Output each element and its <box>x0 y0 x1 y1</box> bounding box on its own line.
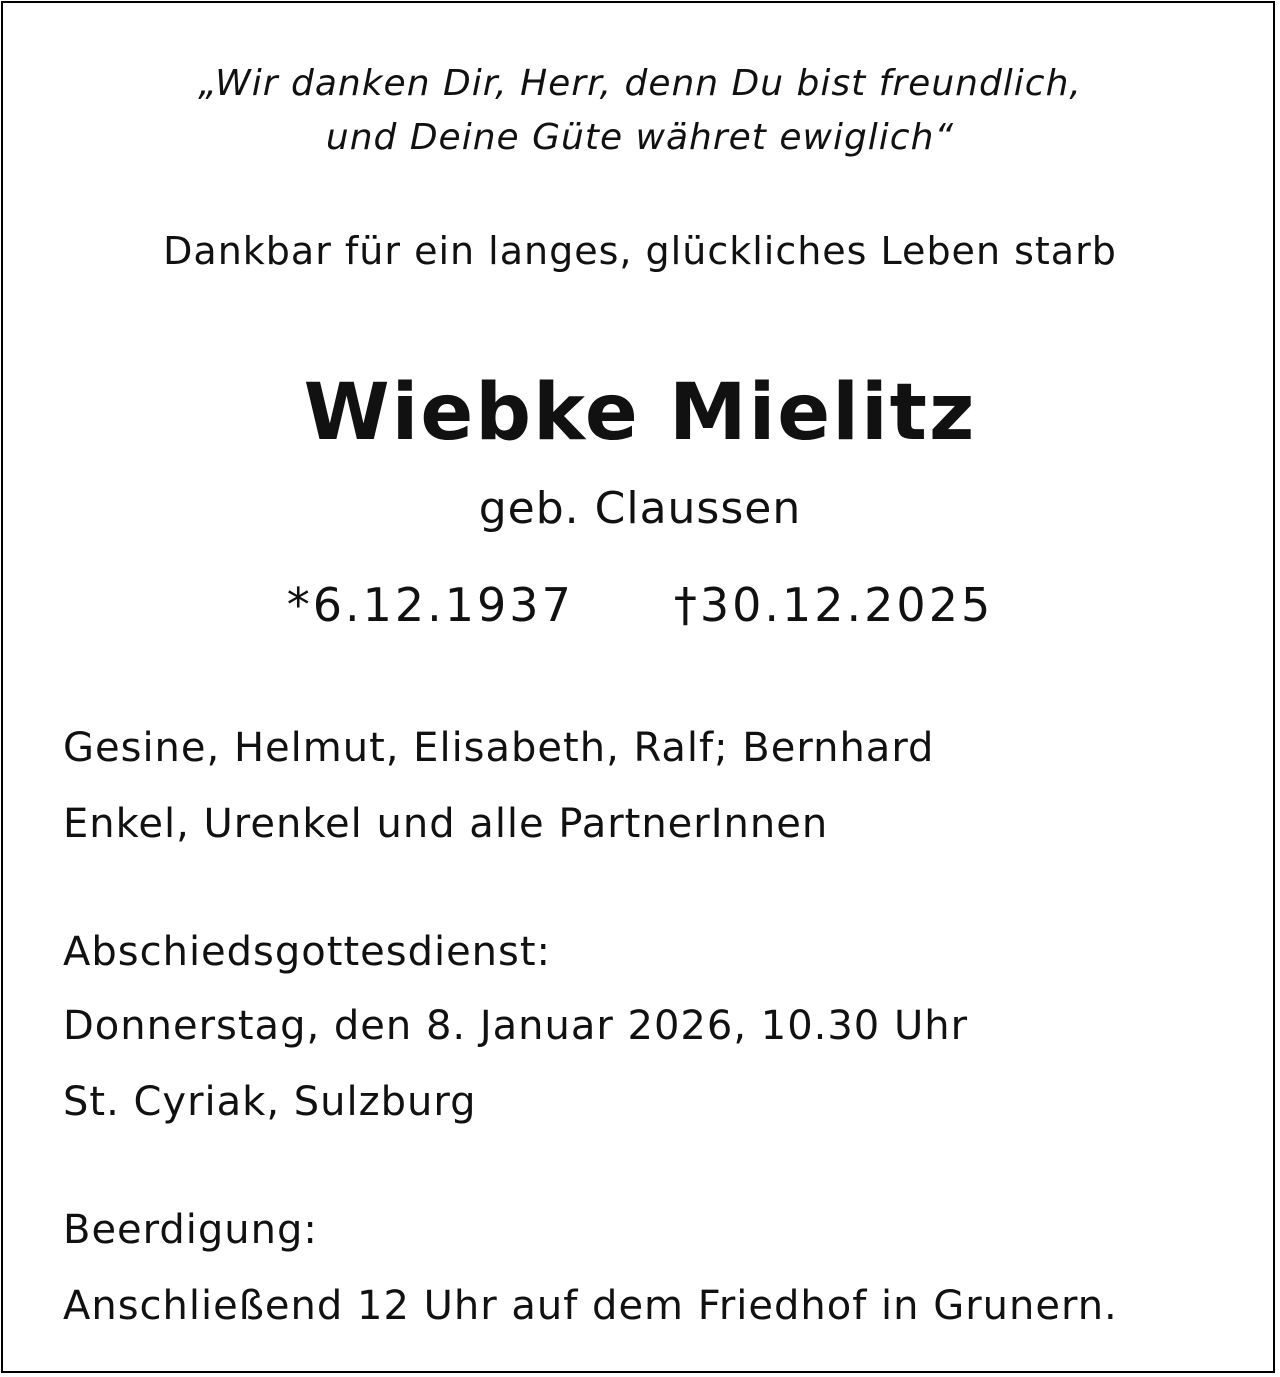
verse-line-2: und Deine Güte währet ewiglich“ <box>325 117 955 158</box>
burial-heading: Beerdigung: <box>63 1207 318 1253</box>
family-line-1: Gesine, Helmut, Elisabeth, Ralf; Bernhard <box>63 725 935 771</box>
lead-text: Dankbar für ein langes, glückliches Leben starb <box>163 229 1117 273</box>
service-place: St. Cyriak, Sulzburg <box>63 1079 477 1125</box>
family-line-2: Enkel, Urenkel und alle PartnerInnen <box>63 801 829 847</box>
birth-date: *6.12.1937 <box>286 578 574 632</box>
obituary-notice <box>1 1 1275 1373</box>
service-date: Donnerstag, den 8. Januar 2026, 10.30 Uhr <box>63 1003 969 1049</box>
deceased-name: Wiebke Mielitz <box>303 368 977 458</box>
service-heading: Abschiedsgottesdienst: <box>63 929 552 975</box>
burial-details: Anschließend 12 Uhr auf dem Friedhof in Grunern. <box>63 1283 1118 1329</box>
life-dates <box>3 575 1277 635</box>
maiden-name: geb. Claussen <box>478 483 802 534</box>
verse-line-1: „Wir danken Dir, Herr, denn Du bist freundlich, <box>198 63 1082 104</box>
death-date: †30.12.2025 <box>673 578 994 632</box>
